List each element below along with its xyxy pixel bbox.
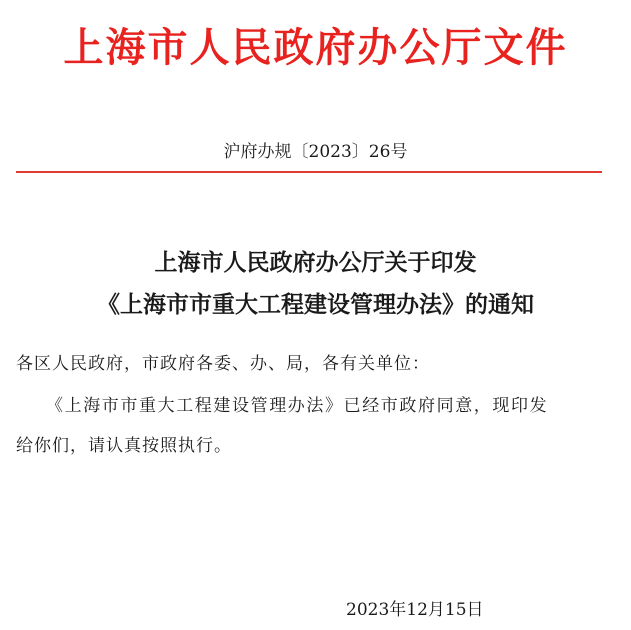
issue-date: 2023年12月15日: [346, 600, 484, 620]
red-divider-line: [16, 171, 602, 173]
masthead-title: 上海市人民政府办公厅文件: [63, 25, 568, 71]
body-paragraph-line-1: 《上海市市重大工程建设管理办法》已经市政府同意，现印发: [46, 396, 549, 416]
document-number: 沪府办规〔2023〕26号: [223, 142, 408, 162]
notice-title-line-2: 《上海市市重大工程建设管理办法》的通知: [97, 292, 534, 318]
notice-title-line-1: 上海市人民政府办公厅关于印发: [154, 250, 477, 276]
body-paragraph-line-2: 给你们，请认真按照执行。: [16, 436, 232, 456]
salutation: 各区人民政府，市政府各委、办、局，各有关单位：: [16, 354, 430, 374]
